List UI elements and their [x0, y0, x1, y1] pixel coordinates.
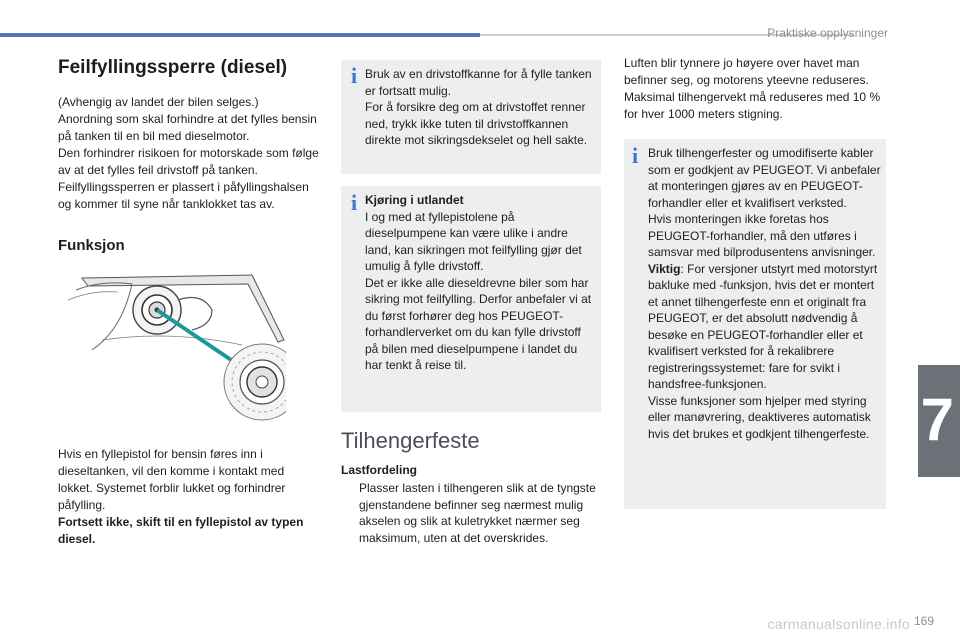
- info-line: Det er ikke alle dieseldrevne biler som har sikring mot feilfylling. Derfor anbefaler vi at du først forhører deg hos PEUGEOT-forhandlerverket om du kan fylle drivstoff på bilen med dieselpumpene i landet du har tenkt å reise til.: [365, 275, 592, 372]
- viktig-text: : For versjoner utstyrt med motorstyrt bakluke med -funksjon, hvis det er montert et annet tilhengerfeste enn et originalt fra PEUGEOT, er det absolutt nødvendig å besøke en PEUGEOT-forhandler eller et kvalifisert verksted for å rekalibrere registreringssystemet: fare for svikt i handsfree-funksjonen.: [648, 261, 878, 391]
- info-box-abroad: [341, 186, 601, 412]
- intro-line: (Avhengig av landet der bilen selges.): [58, 95, 259, 109]
- watermark: carmanualsonline.info: [767, 616, 910, 632]
- info-box-text: [648, 145, 882, 442]
- intro-text: [58, 94, 322, 213]
- section-title: Praktiske opplysninger: [767, 26, 888, 40]
- info-icon: i: [632, 143, 639, 168]
- altitude-line: Luften blir tynnere jo høyere over havet man befinner seg, og motorens yteevne reduseres.: [624, 56, 869, 87]
- info-line: Bruk tilhengerfester og umodifiserte kabler som er godkjent av PEUGEOT. Vi anbefaler at monteringen gjøres av en PEUGEOT-forhandler eller et kvalifisert verksted.: [648, 146, 881, 210]
- funksjon-warning: Fortsett ikke, skift til en fyllepistol av typen diesel.: [58, 515, 304, 546]
- info-line: Hvis monteringen ikke foretas hos PEUGEOT-forhandler, må den utføres i samsvar med bilprodusentens anvisninger.: [648, 212, 876, 259]
- info-box-towbar: [624, 139, 886, 509]
- funksjon-body: Hvis en fyllepistol for bensin føres inn i dieseltanken, vil den komme i kontakt med lokket. Systemet forblir lukket og forhindrer påfylling.: [58, 447, 286, 512]
- header-accent-bar: [0, 33, 480, 37]
- info-box-text: [365, 192, 595, 374]
- page-number: 169: [913, 614, 934, 628]
- info-line: I og med at fyllepistolene på dieselpumpene kan være ulike i andre land, kan sikringen mot feilfylling gjør det umulig å fylle drivstoff.: [365, 209, 582, 273]
- fuel-filler-neck-illustration: [62, 270, 286, 438]
- chapter-number: 7: [920, 386, 954, 453]
- info-line: [648, 261, 882, 393]
- intro-line: Den forhindrer risikoen for motorskade som følge av at det fylles feil drivstoff på tanken.: [58, 146, 319, 177]
- page-title: Feilfyllingssperre (diesel): [58, 57, 288, 78]
- info-box-title: Kjøring i utlandet: [365, 193, 464, 207]
- info-box-text: [365, 66, 595, 149]
- intro-line: Feilfyllingssperren er plassert i påfyllingshalsen og kommer til syne når tanklokket tas av.: [58, 180, 309, 211]
- viktig-label: Viktig: [648, 261, 681, 276]
- bullet-text: Plasser lasten i tilhengeren slik at de tyngste gjenstandene befinner seg nærmest mulig akselen og slik at kuletrykket nærmer seg maksimum, uten at det overskrides.: [359, 481, 596, 545]
- funksjon-text: [58, 446, 322, 548]
- intro-line: Anordning som skal forhindre at det fylles bensin på tanken til en bil med dieselmotor.: [58, 112, 317, 143]
- info-line: Bruk av en drivstoffkanne for å fylle tanken er fortsatt mulig.: [365, 67, 592, 98]
- altitude-text: [624, 55, 886, 123]
- altitude-line: Maksimal tilhengervekt må reduseres med 10 % for hver 1000 meters stigning.: [624, 90, 881, 121]
- info-line: For å forsikre deg om at drivstoffet renner ned, trykk ikke tuten til drivstoffkannen direkte mot sikringsdekselet og hell sakte.: [365, 100, 588, 147]
- info-box-fuel-can: [341, 60, 601, 174]
- subtitle-lastfordeling: Lastfordeling: [341, 463, 418, 477]
- info-icon: i: [351, 63, 358, 88]
- section-title-tilhengerfeste: Tilhengerfeste: [341, 428, 480, 453]
- info-icon: i: [351, 190, 358, 215]
- subtitle-funksjon: Funksjon: [58, 237, 125, 254]
- info-line: Visse funksjoner som hjelper med styring eller manøvrering, deaktiveres automatisk hvis det brukes et godkjent tilhengerfeste.: [648, 393, 871, 441]
